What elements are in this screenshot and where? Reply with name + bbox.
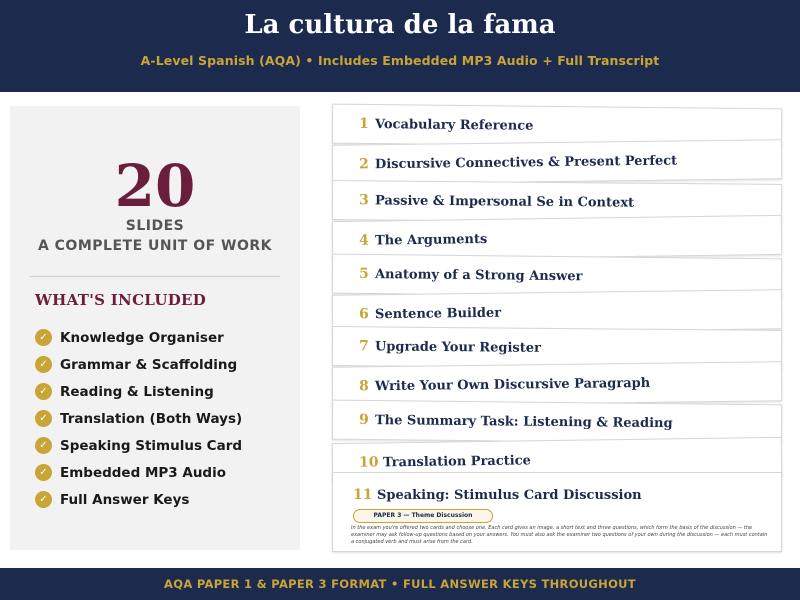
slide-number: 7: [358, 338, 369, 355]
check-icon: ✓: [35, 491, 52, 508]
slide-title: Translation Practice: [382, 452, 531, 470]
summary-panel: [10, 106, 300, 550]
slide-number: 8: [358, 378, 369, 395]
page-subtitle: A-Level Spanish (AQA) • Includes Embedded MP3 Audio + Full Transcript: [140, 53, 660, 68]
slide-number: 3: [358, 192, 369, 209]
divider: [30, 276, 280, 277]
feature-label: Translation (Both Ways): [60, 410, 243, 427]
slide-number: 4: [358, 232, 369, 249]
slide-stack: [330, 100, 790, 560]
feature-item: [35, 459, 242, 486]
header: [0, 0, 800, 92]
slide-number: 6: [358, 306, 369, 323]
check-icon: ✓: [35, 464, 52, 481]
slide-number: 2: [358, 156, 369, 173]
slide-number: 10: [358, 454, 379, 471]
feature-label: Embedded MP3 Audio: [60, 464, 227, 481]
slide-title: Passive & Impersonal Se in Context: [374, 192, 635, 211]
slide-number: 5: [358, 265, 369, 283]
slide-count: 20: [114, 152, 196, 220]
slide-title: The Arguments: [374, 231, 488, 249]
check-icon: ✓: [35, 356, 52, 373]
feature-label: Knowledge Organiser: [60, 329, 224, 346]
slide-title: Vocabulary Reference: [374, 116, 534, 134]
included-heading: WHAT'S INCLUDED: [35, 291, 207, 309]
feature-label: Grammar & Scaffolding: [60, 356, 238, 373]
slide-count-label: SLIDES: [125, 218, 185, 234]
footer-text: AQA PAPER 1 & PAPER 3 FORMAT • FULL ANSWER KEYS THROUGHOUT: [164, 577, 636, 591]
feature-item: [35, 405, 242, 432]
theme-badge: PAPER 3 — Theme Discussion: [353, 509, 493, 523]
footer: [0, 568, 800, 600]
slide-number: 9: [358, 411, 369, 429]
check-icon: ✓: [35, 383, 52, 400]
feature-label: Speaking Stimulus Card: [60, 437, 243, 454]
slide-card-11: [332, 472, 782, 552]
slide-title: Sentence Builder: [374, 305, 502, 322]
slide-title: Upgrade Your Register: [374, 338, 541, 356]
feature-item: [35, 324, 242, 351]
check-icon: ✓: [35, 410, 52, 427]
unit-tagline: A COMPLETE UNIT OF WORK: [37, 238, 273, 254]
check-icon: ✓: [35, 437, 52, 454]
feature-label: Reading & Listening: [60, 383, 214, 400]
slide-number: 1: [358, 115, 369, 133]
slide-title: Discursive Connectives & Present Perfect: [374, 153, 678, 172]
page-title: La cultura de la fama: [244, 10, 556, 40]
slide-title: Write Your Own Discursive Paragraph: [374, 375, 651, 394]
feature-item: [35, 351, 242, 378]
feature-item: [35, 378, 242, 405]
check-icon: ✓: [35, 329, 52, 346]
slide-number: 11: [353, 487, 373, 503]
slide-title: Speaking: Stimulus Card Discussion: [377, 487, 642, 503]
feature-list: [35, 324, 242, 513]
slide-title: Anatomy of a Strong Answer: [374, 266, 583, 284]
slide-description: In the exam you're offered two cards and choose one. Each card gives an image, a short text and three questions, which form the basis of the discussion — the examiner may ask follow-up questions based on your answers. You must also ask the examiner two questions of your own during the discussion — each must contain a conjugated verb and must arise from the card.: [351, 525, 768, 545]
feature-item: [35, 432, 242, 459]
slide-card-2: [332, 139, 782, 184]
feature-item: [35, 486, 242, 513]
feature-label: Full Answer Keys: [60, 491, 190, 508]
slide-title: The Summary Task: Listening & Reading: [374, 412, 673, 431]
